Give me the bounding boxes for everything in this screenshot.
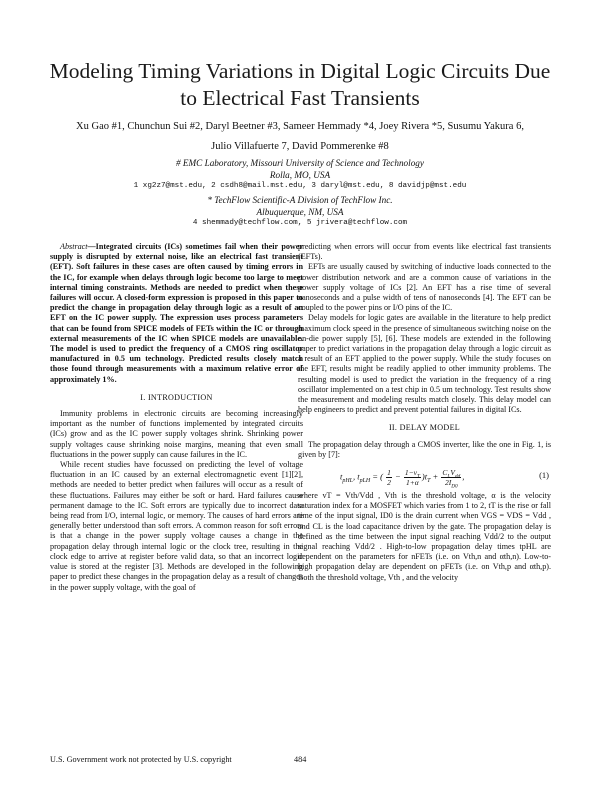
- authors-line-2: Julio Villafuerte 7, David Pommerenke #8: [211, 141, 389, 152]
- page-number: 484: [294, 755, 307, 764]
- right-paragraph-continuation: predicting when errors will occur from events like electrical fast transients (EFTs).: [298, 242, 551, 262]
- delay-paragraph-2: where vT = Vth/Vdd , Vth is the threshold voltage, α is the velocity saturation index for a MOSFET which varies from 1 to 2, tT is the rise or fall time of the input signal, ID0 is the drain current when VGS = VDS = Vdd , and CL is the load capacitance driven by the gate. The propagation delay is defined as the time between the input signal reaching Vdd/2 to the output signal reaching Vdd/2 . High-to-low propagation delay times tpHL are dependent on the parameters for nFETs (i.e. on Vth,n and αth,n). Low-to-high propagation delay are dependent on pFETs (i.e. on Vth,p and αth,p). Both the threshold voltage, Vth , and the velocity: [298, 491, 551, 582]
- equation-number: (1): [539, 470, 549, 481]
- paper-title: Modeling Timing Variations in Digital Logic Circuits Due to Electrical Fast Transients: [49, 59, 551, 110]
- abstract-label: Abstract: [60, 242, 88, 251]
- abstract-text: —Integrated circuits (ICs) sometimes fail when their power supply is disrupted by external noise, like an electrical fast transient (EFT). Soft failures in these cases are often caused by timing errors in the IC, for example when delays through logic become too large to meet internal timing constraints. Methods are needed to predict when these failures will occur. A closed-form expression is proposed in this paper to predict the change in propagation delay through logic as a result of an EFT on the IC power supply. The expression uses process parameters that can be found from SPICE models of FETs within the IC or through external measurements of the IC when SPICE models are unavailable. The model is used to predict the frequency of a CMOS ring oscillator manufactured in 0.5 um technology. Predicted results closely match those found through measurements with a maximum relative error of approximately 1%.: [50, 242, 303, 384]
- section-heading-introduction: I. INTRODUCTION: [140, 392, 213, 402]
- left-column: [50, 242, 303, 593]
- equation-1: [298, 462, 551, 488]
- right-paragraph-efts: EFTs are usually caused by switching of inductive loads connected to the power distribution network and are a common cause of variations in the power supply voltage of ICs [2]. An EFT has a rise time of several nanoseconds and a pulse width of tens of nanoseconds [4]. The EFT can be coupled to the power pins or I/O pins of the IC.: [298, 262, 551, 313]
- authors-line-1: Xu Gao #1, Chunchun Sui #2, Daryl Beetner #3, Sameer Hemmady *4, Joey Rivera *5, Susumu Yakura 6,: [76, 121, 524, 132]
- affiliation-1-name: # EMC Laboratory, Missouri University of Science and Technology: [176, 158, 424, 168]
- right-column: [298, 242, 551, 583]
- equation-body: $t_{pHL}$, $t_{pLH}$ = ( $\frac{1}{2}$ − $\frac{1-v_T}{1+\alpha}$ )$t_T$ + $\frac{C_LV_{dd}}{2I_{D0}}$ ,: [340, 468, 465, 490]
- affiliation-2-name: * TechFlow Scientific-A Division of TechFlow Inc.: [207, 195, 393, 205]
- author-list: [40, 117, 560, 157]
- intro-paragraph-2: While recent studies have focussed on predicting the level of voltage fluctuation in an IC caused by an external electromagnetic event [1][2], methods are needed to better predict when failures will occur as a result of these fluctuations. Failures may either be soft or hard. Hard failures cause permanent damage to the IC. Soft errors are typically due to incorrect data being read from I/O, internal logic, or memory. The causes of hard errors are generally better understood than soft errors. A common reason for soft errors is that a change in the power supply voltage causes a change in the propagation delay through internal logic or the clock tree, resulting in the clock edge to arrive at register before valid data, so that an incorrect logic value is stored at the register [3]. Methods are developed in the following paper to predict these changes in the propagation delay as a result of changes in the power supply voltage, with the goal of: [50, 460, 303, 592]
- affiliation-1-city: Rolla, MO, USA: [269, 169, 331, 180]
- intro-paragraph-1: Immunity problems in electronic circuits are becoming increasingly important as the number of functions implemented by integrated circuits (ICs) grow and as the IC power supply voltages shrink. Shrinking power supply voltages cause shrinking noise margins, meaning that even small fluctuations in the power supply can cause failures in the IC.: [50, 409, 303, 459]
- affiliation-1-emails: 1 xg2z7@mst.edu, 2 csdh8@mail.mst.edu, 3 daryl@mst.edu, 8 davidjp@mst.edu: [133, 182, 467, 190]
- affiliation-2-emails: 4 shemmady@techflow.com, 5 jrivera@techflow.com: [192, 219, 408, 227]
- affiliation-2-city: Albuquerque, NM, USA: [256, 206, 344, 217]
- abstract: [50, 242, 303, 385]
- right-paragraph-delay-models: Delay models for logic gates are available in the literature to help predict maximum clock speed in the presence of simultaneous switching noise on the on-die power supply [5], [6]. These models are extended in the following paper to predict variations in the propagation delay through a logic circuit as a result of an EFT applied to the power supply. While the study focuses on the EFT, results might be readily applied to other immunity problems. The resulting model is used to predict the variation in the frequency of a ring oscillator implemented on a test chip in 0.5 um technology. Test results show the measurement and modeling results match closely. This delay model can help engineers to predict and prevent potential failures in digital ICs.: [298, 313, 551, 415]
- delay-paragraph-1: The propagation delay through a CMOS inverter, like the one in Fig. 1, is given by [7]:: [298, 439, 551, 459]
- section-heading-delay-model: II. DELAY MODEL: [388, 423, 461, 433]
- copyright-footer: U.S. Government work not protected by U.S. copyright: [50, 755, 232, 764]
- affiliation-1: [40, 158, 560, 193]
- affiliation-2: [40, 195, 560, 230]
